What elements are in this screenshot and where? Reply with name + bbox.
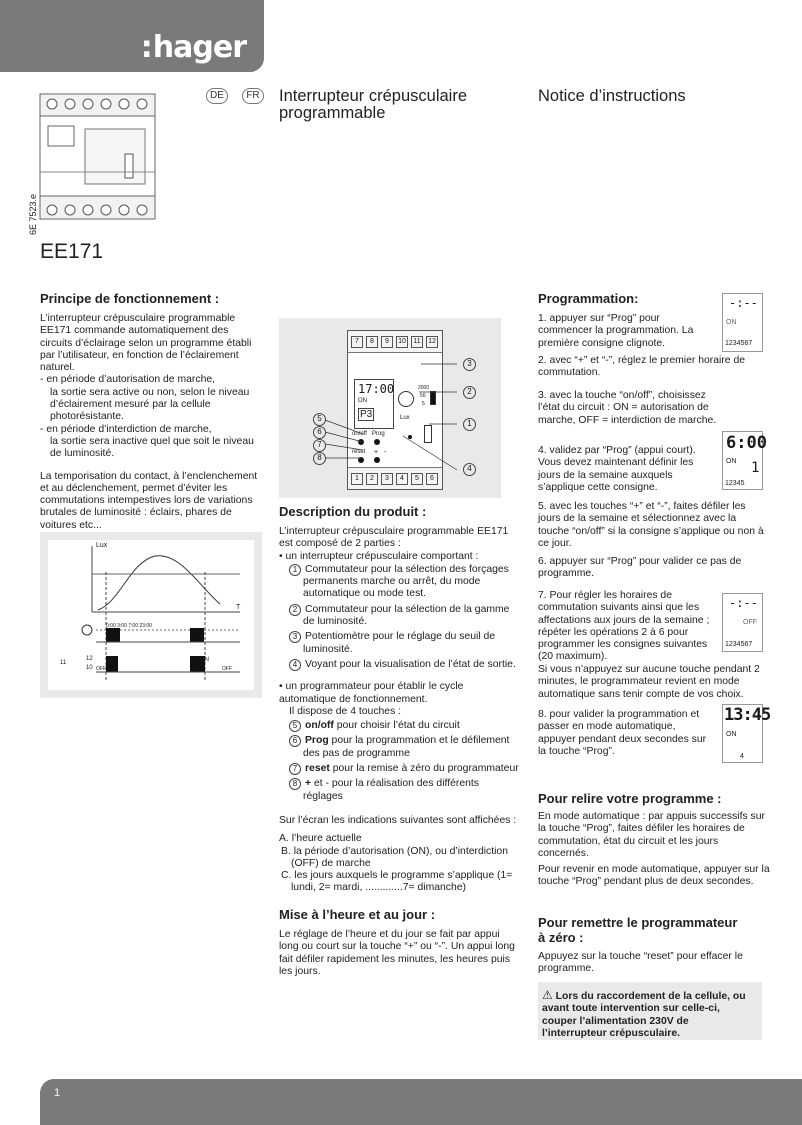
relire-text-1: En mode automatique : par appuis successifs sur la touche “Prog”, faites défiler les horaires de commutation, état du circuit et les jours concernés.: [538, 811, 765, 859]
graph-off2: OFF: [222, 666, 232, 672]
desc-num-1: 1: [289, 564, 301, 576]
hager-logo: : hager: [141, 30, 246, 65]
step-3: 3. avec la touche “on/off”, choisissez l’état du circuit : ON = autorisation de marche, OFF = interdiction de marche.: [538, 390, 717, 426]
lcd-2: [722, 431, 767, 490]
lcd-2-time: 6:00: [726, 433, 767, 453]
description-bullet2: • un programmateur pour établir le cycle automatique de fonctionnement.: [279, 681, 464, 705]
terminal-5: 5: [411, 473, 423, 485]
light-graph: [40, 532, 262, 698]
lcd-4-time: 13:45: [724, 705, 771, 725]
lcd-3-state: OFF: [743, 619, 757, 626]
screen-c: C. les jours auxquels le programme s’applique (1= lundi, 2= mardi, .............7= dimanche): [281, 870, 513, 894]
warning-icon: ⚠: [542, 988, 553, 1002]
lcd-2-state: ON: [726, 458, 737, 465]
description-text: [279, 526, 519, 895]
mise-heading: Mise à l’heure et au jour :: [279, 907, 436, 922]
btn-onoff-label: on/off: [352, 431, 367, 437]
warning-content: [542, 989, 748, 1040]
graph-on1: ON: [108, 657, 117, 663]
warning-text: Lors du raccordement de la cellule, ou avant toute intervention sur celle-ci, couper l’alimentation 230V de l’interrupteur crépusculaire.: [542, 991, 746, 1039]
callout-4: 4: [463, 463, 476, 476]
desc-text-8: et - pour la réalisation des différents réglages: [303, 778, 479, 802]
terminal-11: 11: [411, 336, 423, 348]
screen-a: A. l’heure actuelle: [279, 833, 362, 845]
terminal-8: 8: [366, 336, 378, 348]
light-graph-figure: [40, 532, 262, 698]
product-drawing: [30, 84, 160, 234]
lcd-1: [722, 293, 763, 352]
terminal-7: 7: [351, 336, 363, 348]
btn-plus-label: +: [374, 449, 379, 456]
range-lo: 5: [422, 401, 425, 407]
principe-item2-title: - en période d’interdiction de marche,: [40, 423, 212, 435]
mise-text: Le réglage de l’heure et du jour se fait par appui long ou court sur la touche “+” ou “-”. Un appui long fait défiler rapidement les minutes, les heures puis les jours.: [279, 929, 515, 977]
graph-lux-label: Lux: [96, 542, 108, 549]
desc-item-4: [279, 659, 519, 671]
desc-num-6: 6: [289, 735, 301, 747]
principe-heading: Principe de fonctionnement :: [40, 291, 220, 306]
step-8: 8. pour valider la programmation et passer en mode automatique, appuyer pendant deux secondes sur la touche “Prog”.: [538, 709, 707, 757]
desc-num-7: 7: [289, 763, 301, 775]
desc-num-2: 2: [289, 604, 301, 616]
device-lcd-mode: ON: [358, 398, 367, 404]
page-title: Interrupteur crépusculaire programmable: [279, 87, 468, 122]
lcd-4-state: ON: [726, 731, 737, 738]
graph-term-10: 10: [86, 665, 93, 671]
principe-item2-text: la sortie sera inactive quel que soit le niveau de luminosité.: [50, 435, 254, 460]
step-2: 2. avec “+” et “-”, réglez le premier horaire de commutation.: [538, 355, 746, 379]
desc-text-7: pour la remise à zéro du programmateur: [329, 763, 519, 775]
desc-text-2: Commutateur pour la sélection de la gamme de luminosité.: [303, 603, 510, 628]
desc-text-5: pour choisir l’état du circuit: [333, 720, 460, 732]
lcd-4: [722, 704, 771, 763]
terminal-10: 10: [396, 336, 408, 348]
graph-term-11: 11: [60, 660, 67, 666]
btn-minus-label: -: [384, 449, 387, 456]
desc-key-8: +: [305, 778, 312, 790]
terminal-3: 3: [381, 473, 393, 485]
lcd-1-time: -:--: [729, 296, 758, 310]
desc-item-1: [279, 564, 519, 601]
desc-key-6: Prog: [305, 735, 329, 747]
terminal-12: 12: [426, 336, 438, 348]
terminal-4: 4: [396, 473, 408, 485]
graph-off1: OFF: [96, 666, 106, 672]
callout-7: 7: [313, 439, 326, 452]
screen-intro: Sur l’écran les indications suivantes sont affichées :: [279, 814, 517, 826]
btn-prog-label: Prog: [372, 431, 385, 437]
principe-item1-text: la sortie sera active ou non, selon le niveau d’éclairement mesuré par la cellule photorésistante.: [50, 386, 250, 423]
callout-2: 2: [463, 386, 476, 399]
lcd-1-state: ON: [726, 319, 737, 326]
desc-num-3: 3: [289, 631, 301, 643]
description-heading: Description du produit :: [279, 504, 427, 519]
step-1: 1. appuyer sur “Prog” pour commencer la programmation. La première consigne clignote.: [538, 313, 694, 349]
desc-item-2: [279, 604, 519, 629]
product-code: EE171: [40, 240, 104, 263]
principe-para1: L’interrupteur crépusculaire programmable EE171 commande automatiquement des circuits d’éclairage selon un programme établi par l’utilisateur, en fonction de l’éclairement naturel.: [40, 313, 252, 374]
description-bullet2b: Il dispose de 4 touches :: [289, 705, 402, 717]
description-bullet1: • un interrupteur crépusculaire comportant :: [279, 550, 479, 562]
warning-box: [538, 982, 762, 1040]
step-6: 6. appuyer sur “Prog” pour valider ce pas de programme.: [538, 556, 742, 580]
lang-de[interactable]: DE: [206, 88, 228, 104]
terminal-9: 9: [381, 336, 393, 348]
graph-t-label: T: [236, 604, 241, 611]
desc-item-6: [279, 735, 519, 760]
range-mid: 50: [420, 393, 426, 399]
screen-b: B. la période d’autorisation (ON), ou d’interdiction (OFF) de marche: [281, 845, 508, 869]
graph-clock-labels: 0:00 3:00 7:00 23:00: [106, 623, 152, 629]
graph-term-12: 12: [86, 656, 93, 662]
desc-text-3: Potentiomètre pour le réglage du seuil de luminosité.: [303, 631, 496, 655]
lcd-4-day: 4: [740, 753, 744, 760]
desc-text-6: pour la programmation et le défilement des pas de programme: [303, 735, 510, 759]
desc-num-8: 8: [289, 778, 301, 790]
desc-text-4: Voyant pour la visualisation de l’état de sortie.: [305, 658, 516, 670]
description-intro: L’interrupteur crépusculaire programmable EE171 est composé de 2 parties :: [279, 526, 509, 550]
relire-text-2: Pour revenir en mode automatique, appuyer sur la touche “Prog” pendant plus de deux secondes.: [538, 864, 770, 888]
callout-5: 5: [313, 413, 326, 426]
page-number: 1: [54, 1087, 61, 1099]
desc-item-7: [279, 763, 519, 775]
btn-reset-label: reset: [352, 449, 366, 455]
desc-num-4: 4: [289, 659, 301, 671]
desc-item-5: [279, 720, 519, 732]
footer-bar: [40, 1079, 802, 1125]
range-hi: 2000: [418, 385, 430, 391]
lcd-1-days: 1234567: [725, 340, 753, 347]
lang-fr[interactable]: FR: [242, 88, 264, 104]
desc-item-3: [279, 631, 519, 656]
desc-num-5: 5: [289, 720, 301, 732]
callout-8: 8: [313, 452, 326, 465]
remettre-text: Appuyez sur la touche “reset” pour effacer le programme.: [538, 951, 743, 975]
graph-on2: ON: [200, 657, 209, 663]
device-figure: [279, 318, 501, 498]
principe-para2: La temporisation du contact, à l’enclenchement et au déclenchement, permet d’éviter les commutations intempestives lors de variations brutales de luminosité : éclairs, phares de voitures etc...: [40, 470, 258, 531]
device-dial-label: Lux: [400, 415, 410, 421]
header-bar: [0, 0, 264, 72]
device-lcd-prog: P3: [360, 409, 373, 420]
lcd-2-days: 12345: [725, 480, 745, 487]
terminal-6: 6: [426, 473, 438, 485]
device-lcd-time: 17:00: [358, 382, 395, 396]
lcd-2-day: 1: [751, 460, 760, 476]
principe-text: [40, 313, 262, 532]
doc-reference: 6E 7523.e: [28, 193, 38, 235]
remettre-heading: Pour remettre le programmateur à zéro :: [538, 915, 738, 945]
relire-heading: Pour relire votre programme :: [538, 791, 722, 806]
desc-key-7: reset: [305, 763, 330, 775]
desc-key-5: on/off: [305, 720, 334, 732]
programmation-heading: Programmation:: [538, 291, 639, 306]
relire-text: [538, 811, 770, 889]
lcd-3-days: 1234567: [725, 641, 753, 648]
notice-title: Notice d’instructions: [538, 87, 686, 105]
lcd-3: [722, 593, 763, 652]
lcd-3-time: -:--: [729, 596, 758, 610]
desc-item-8: [279, 778, 519, 803]
terminal-1: 1: [351, 473, 363, 485]
callout-3: 3: [463, 358, 476, 371]
programmation-note: Si vous n’appuyez sur aucune touche pendant 2 minutes, le programmateur revient en mode automatique sans tenir compte de vos choix.: [538, 664, 760, 700]
step-7: 7. Pour régler les horaires de commutation suivants ainsi que les affectations aux jours de la semaine ; répéter les opérations 2 à 6 pour programmer les consignes suivantes (20 maximum).: [538, 590, 710, 663]
callout-6: 6: [313, 426, 326, 439]
step-4: 4. validez par “Prog” (appui court). Vous devez maintenant définir les jours de la semaine auxquels s’applique cette consigne.: [538, 445, 696, 493]
callout-1: 1: [463, 418, 476, 431]
desc-text-1: Commutateur pour la sélection des forçages permanents marche ou arrêt, du mode automatique ou mode test.: [303, 563, 509, 600]
step-5: 5. avec les touches “+” et “-”, faites défiler les jours de la semaine et sélectionnez avec la touche “on/off” si la consigne s’applique ou non à ce jour.: [538, 501, 764, 549]
terminal-2: 2: [366, 473, 378, 485]
principe-item1-title: - en période d’autorisation de marche,: [40, 374, 216, 386]
